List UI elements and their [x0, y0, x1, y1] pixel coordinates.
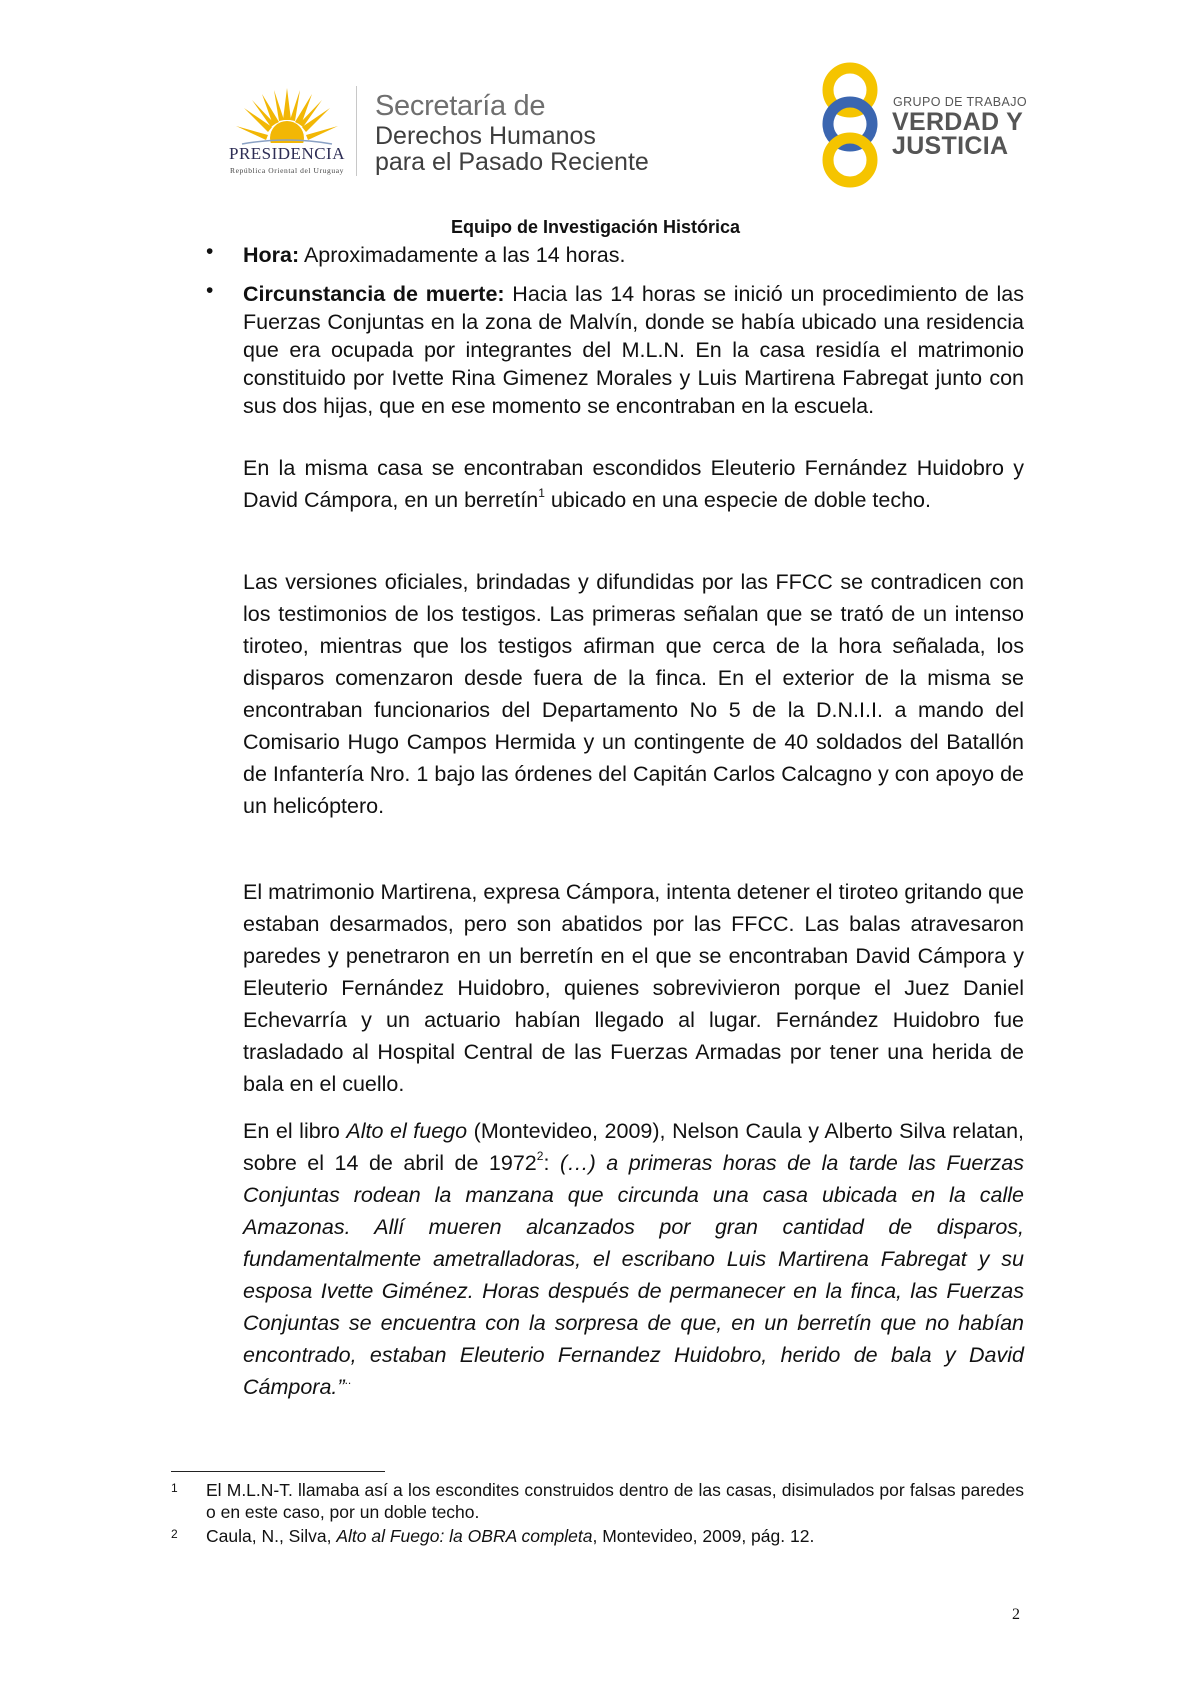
p3-text: El matrimonio Martirena, expresa Cámpora, intenta detener el tiroteo gritando que estaban desarmados, pero son abatidos por las FFCC. Las balas atravesaron paredes y penetraron en un berretín en el que se encontraban David Cámpora y Eleuterio Fernández Huidobro, quienes sobrevivieron porque el Juez Daniel Echevarría y un actuario habían llegado al lugar. Fernández Huidobro fue trasladado al Hospital Central de las Fuerzas Armadas por tener una herida de bala en el cuello.	[243, 880, 1024, 1096]
p1-text-end: ubicado en una especie de doble techo.	[544, 488, 931, 512]
footnote-separator	[171, 1471, 385, 1472]
footnote-2-text-end: , Montevideo, 2009, pág. 12.	[592, 1526, 815, 1546]
bullet-text: Aproximadamente a las 14 horas.	[299, 243, 626, 267]
bullet-label: Hora:	[243, 243, 300, 267]
bullet-label: Circunstancia de muerte:	[243, 282, 505, 306]
presidencia-sun-logo	[232, 80, 342, 152]
bullet-text: Hacia las 14 horas se inició un procedimiento de las Fuerzas Conjuntas en la zona de Malvín, donde se había ubicado una residencia que era ocupada por integrantes del M.L.N. En la casa residía el matrimonio constituido por Ivette Rina Gimenez Morales y Luis Martirena Fabregat junto con sus dos hijas, que en ese momento se encontraban en la escuela.	[243, 282, 1024, 418]
presidencia-label: PRESIDENCIA	[228, 144, 345, 163]
p2-text: Las versiones oficiales, brindadas y difundidas por las FFCC se contradicen con los testimonios de los testigos. Las primeras señalan que se trató de un intenso tiroteo, mientras que los testigos afirman que cerca de la hora señalada, los disparos comenzaron desde fuera de la finca. En el exterior de la misma se encontraban funcionarios del Departamento No 5 de la D.N.I.I. a mando del Comisario Hugo Campos Hermida y un contingente de 40 soldados del Batallón de Infantería Nro. 1 bajo las órdenes del Capitán Carlos Calcagno y con apoyo de un helicóptero.	[243, 570, 1024, 818]
bullet-hora	[243, 241, 1024, 269]
secretaria-line2: Derechos Humanos	[375, 122, 596, 150]
p4-text: En el libro	[243, 1119, 347, 1143]
p4-text-c: :	[543, 1151, 560, 1175]
justicia-label: JUSTICIA	[892, 132, 1009, 160]
footnote-number: 1	[171, 1481, 178, 1495]
footnote-ref-1[interactable]: 1	[538, 485, 545, 500]
paragraph-1	[243, 452, 1024, 516]
secretaria-line1: Secretaría de	[375, 90, 546, 122]
p4-text-b: (Montevideo, 2009), Nelson Caula y Alberto Silva relatan, sobre el 14 de abril de 1972	[243, 1119, 1025, 1175]
page-number: 2	[1012, 1606, 1020, 1623]
republica-label: República Oriental del Uruguay	[229, 166, 344, 175]
footnote-1: El M.L.N-T. llamaba así a los escondites construidos dentro de las casas, disimulados por falsas paredes o en este caso, por un doble techo.	[206, 1480, 1024, 1522]
equipo-heading: Equipo de Investigación Histórica	[450, 217, 741, 237]
paragraph-3	[243, 876, 1024, 1100]
verdad-justicia-rings-logo	[812, 62, 888, 192]
footnote-2	[206, 1525, 1024, 1547]
verdad-label: VERDAD Y	[892, 108, 1024, 136]
p1-text: En la misma casa se encontraban escondidos Eleuterio Fernández Huidobro y David Cámpora, en un berretín	[243, 456, 1024, 512]
footnote-number: 2	[171, 1527, 178, 1541]
footnote-ref-2[interactable]: 2	[536, 1148, 544, 1163]
bullet-dot: •	[206, 240, 214, 263]
p4-tail-mark: ..	[344, 1372, 352, 1387]
bullet-dot: •	[206, 279, 214, 302]
p4-quote: (…) a primeras horas de la tarde las Fuerzas Conjuntas rodean la manzana que circunda una casa ubicada en la calle Amazonas. Allí mueren alcanzados por gran cantidad de disparos, fundamentalmente ametralladoras, el escribano Luis Martirena Fabregat y su esposa Ivette Giménez. Horas después de permanecer en la finca, las Fuerzas Conjuntas se encuentra con la sorpresa de que, en un berretín que no habían encontrado, estaban Eleuterio Fernandez Huidobro, herido de bala y David Cámpora.”	[243, 1151, 1024, 1399]
header-divider	[356, 86, 357, 176]
grupo-trabajo-label: GRUPO DE TRABAJO	[893, 95, 1027, 109]
paragraph-4	[243, 1115, 1024, 1403]
secretaria-line3: para el Pasado Reciente	[375, 148, 649, 176]
bullet-circunstancia	[243, 280, 1024, 420]
footnote-2-text: Caula, N., Silva,	[206, 1526, 337, 1546]
book-title: Alto el fuego	[346, 1119, 468, 1143]
footnote-2-title: Alto al Fuego: la OBRA completa	[336, 1526, 593, 1546]
paragraph-2	[243, 566, 1024, 822]
